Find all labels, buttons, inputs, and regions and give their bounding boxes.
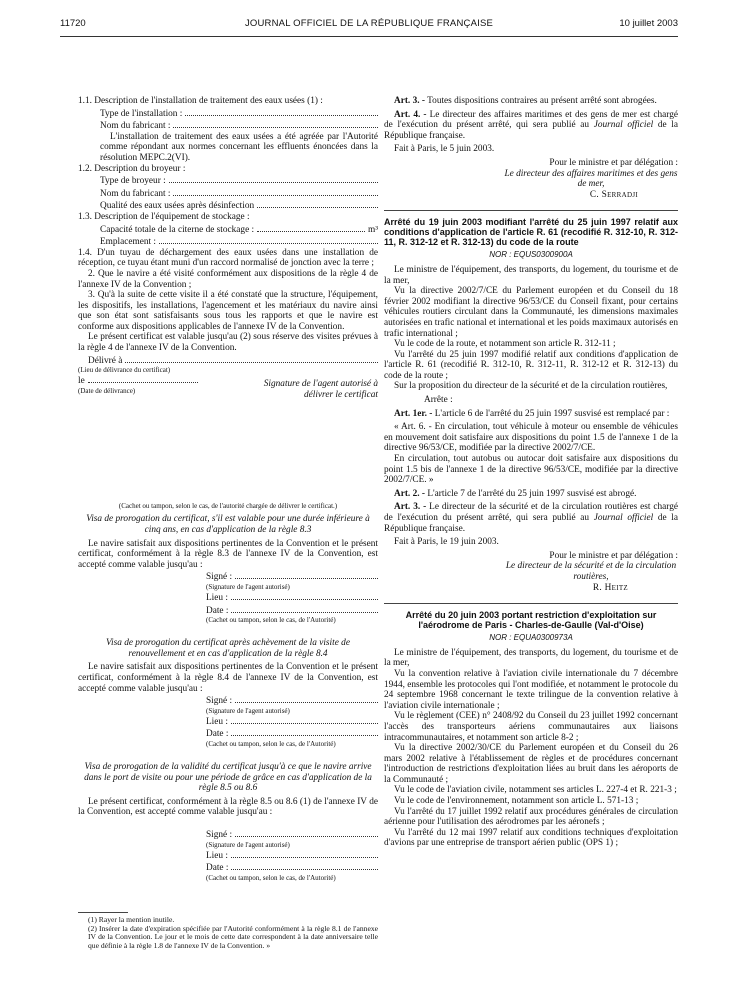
header-rule	[60, 36, 678, 37]
arrete-3-intro: Le ministre de l'équipement, des transports, du logement, du tourisme et de la mer,	[384, 647, 678, 669]
visa-2-text: Le navire satisfait aux dispositions pertinentes de la Convention et le présent certificat, conformément à la règle 8.4 de l'annexe IV de la Convention, est accepté comme valable jusqu'au :	[78, 662, 378, 694]
para-2: 2. Que le navire a été visité conformément aux dispositions de la règle 4 de l'annexe IV de la Convention ;	[78, 268, 378, 290]
footnote-2: (2) Insérer la date d'expiration spécifiée par l'Autorité conformément à la règle 8.1 de l'annexe IV de la Convention. Le jour et le mois de cette date correspondent à la date anniversaire telle que définie à la règle 1.8 de l'annexe IV de la Convention. »	[88, 923, 378, 950]
lieu-delivrance-note: (Lieu de délivrance du certificat)	[78, 366, 171, 375]
journal-title: JOURNAL OFFICIEL DE LA RÉPUBLIQUE FRANÇAISE	[244, 18, 494, 29]
cachet-autorite-note: (Cachet ou tampon, selon le cas, de l'autorité chargée de délivrer le certificat.)	[118, 502, 338, 511]
arrete-3-vu-4: Vu le code de l'aviation civile, notamment ses articles L. 227-4 et R. 221-3 ;	[394, 785, 677, 796]
date-delivrance-note: (Date de délivrance)	[78, 386, 136, 395]
arrete-2-vu-3: Vu l'arrêté du 25 juin 1997 modifié relatif aux conditions d'application de l'article R. 61 (recodifié R. 312-10, R. 312-11, R. 312-12 et R. 312-13) du code de la route ;	[384, 349, 678, 381]
arrete-2-arrete: Arrête :	[424, 395, 453, 406]
fait-1: Fait à Paris, le 5 juin 2003.	[394, 144, 495, 155]
arrete-2-quote-1: « Art. 6. - En circulation, tout véhicule à moteur ou ensemble de véhicules en mouvement doit satisfaire aux dispositions du point 1.5 de l'annexe 1 de la directive 96/53/CE, modifiée par la directive 2002/7/CE.	[384, 422, 678, 454]
visa-3-title: Visa de prorogation de la validité du certificat jusqu'à ce que le navire arrive dans le port de visite ou pour une période de grâce en cas d'application de la règle 8.5 ou 8.6	[84, 761, 372, 794]
validity-text: Le présent certificat est valable jusqu'au (2) sous réserve des visites prévues à la règle 4 de l'annexe IV de la Convention.	[78, 332, 378, 354]
arrete-2-vu-1: Vu la directive 2002/7/CE du Parlement européen et du Conseil du 18 février 2002 modifiant la directive 96/53/CE du Conseil fixant, pour certains véhicules routiers circulant dans la Communauté, les dimensions maximales autorisées en trafic national et international et les poids maximaux autorisés en trafic international ;	[384, 286, 678, 339]
arrete-2-vu-4: Sur la proposition du directeur de la sécurité et de la circulation routières,	[394, 381, 668, 392]
arrete-2-art-2: Art. 2. - L'article 7 de l'arrêté du 25 juin 1997 susvisé est abrogé.	[394, 488, 637, 499]
visa-1-signature: Signé : (Signature de l'agent autorisé) Lieu : Date : (Cachet ou tampon, selon le cas, de l'Autorité)	[78, 570, 378, 624]
field-nom-fabricant-2: Nom du fabricant :	[78, 187, 378, 200]
arrete-2-intro: Le ministre de l'équipement, des transports, du logement, du tourisme et de la mer,	[384, 264, 678, 286]
field-type-broyeur: Type de broyeur :	[78, 174, 378, 187]
para-3: 3. Qu'à la suite de cette visite il a été constaté que la structure, l'équipement, les dispositifs, les installations, l'agencement et les matériaux du navire ainsi que son état sont satisfaisants sous tous les rapports et que le navire est conforme aux dispositions applicables de l'annexe IV de la Convention.	[78, 290, 378, 332]
arrete-3-vu-5: Vu le code de l'environnement, notamment son article L. 571-13 ;	[394, 796, 639, 807]
field-capacite: Capacité totale de la citerne de stockage : m³	[100, 224, 378, 235]
signoff-1: Pour le ministre et par délégation : Le directeur des affaires maritimes et des gens de mer, C. Serradji	[504, 157, 678, 200]
art-3: Art. 3. - Toutes dispositions contraires au présent arrêté sont abrogées.	[394, 96, 657, 106]
section-1-2: 1.2. Description du broyeur :	[78, 163, 186, 174]
arrete-3-vu-2: Vu le règlement (CEE) n° 2408/92 du Conseil du 23 juillet 1992 concernant l'accès des transporteurs aériens communautaires aux liaisons intracommunautaires, et notamment son article 8-2 ;	[384, 711, 678, 743]
install-text: L'installation de traitement des eaux usées a été agréée par l'Autorité comme répondant aux normes concernant les effluents énoncées dans la résolution MEPC.2(VI).	[100, 131, 378, 163]
art-4: Art. 4. - Le directeur des affaires maritimes et des gens de mer est chargé de l'exécution du présent arrêté, qui sera publié au Journal officiel de la République française.	[384, 109, 679, 141]
arrete-3-title: Arrêté du 20 juin 2003 portant restriction d'exploitation sur l'aérodrome de Paris - Charles-de-Gaulle (Val-d'Oise)	[405, 610, 657, 631]
issue-date: 10 juillet 2003	[619, 18, 678, 29]
footnotes	[78, 912, 378, 950]
field-le: le	[78, 374, 198, 387]
footnote-1: (1) Rayer la mention inutile.	[88, 915, 175, 924]
arrete-2-title: Arrêté du 19 juin 2003 modifiant l'arrêté du 25 juin 1997 relatif aux conditions d'application de l'article R. 61 (recodifié R. 312-10, R. 312-11, R. 312-12 et R. 312-13) du code de la route	[384, 217, 678, 248]
field-nom-fabricant-1: Nom du fabricant :	[78, 119, 378, 132]
page-number: 11720	[60, 18, 86, 29]
left-column	[78, 96, 378, 882]
field-emplacement: Emplacement :	[78, 235, 378, 248]
arrete-2-art-1: Art. 1er. - L'article 6 de l'arrêté du 25 juin 1997 susvisé est remplacé par :	[394, 408, 670, 419]
visa-1-text: Le navire satisfait aux dispositions pertinentes de la Convention et le présent certificat, conformément à la règle 8.3 de l'annexe IV de la Convention, est accepté comme valable jusqu'au :	[78, 538, 378, 570]
separator-1	[384, 210, 678, 211]
page-header	[60, 19, 678, 33]
fait-2: Fait à Paris, le 19 juin 2003.	[394, 537, 499, 548]
visa-2-title: Visa de prorogation du certificat après achèvement de la visite de renouvellement et en cas d'application de la règle 8.4	[106, 638, 350, 659]
visa-3-text: Le présent certificat, conformément à la règle 8.5 ou 8.6 (1) de l'annexe IV de la Convention, est accepté comme valable jusqu'au :	[78, 796, 378, 818]
field-qualite: Qualité des eaux usées après désinfection	[78, 199, 378, 212]
signoff-2: Pour le ministre et par délégation : Le directeur de la sécurité et de la circulation routières, R. Heitz	[505, 550, 678, 593]
arrete-2-quote-2: En circulation, tout autobus ou autocar doit satisfaire aux dispositions du point 1.5 bis de l'annexe 1 de la directive 96/53/CE, modifiée par la directive 2002/7/CE. »	[384, 454, 678, 486]
visa-1-title: Visa de prorogation du certificat, s'il est valable pour une durée inférieure à cinq ans, en cas d'application de la règle 8.3	[86, 514, 370, 536]
section-1-3: 1.3. Description de l'équipement de stockage :	[78, 211, 250, 222]
visa-3-signature: Signé : (Signature de l'agent autorisé) Lieu : Date : (Cachet ou tampon, selon le cas, de l'Autorité)	[78, 828, 378, 882]
arrete-3-vu-1: Vu la convention relative à l'aviation civile internationale du 7 décembre 1944, ensemble les protocoles qui l'ont modifiée, et notamment le protocole du 24 septembre 1968 concernant le texte trilingue de la convention relative à l'aviation civile internationale ;	[384, 668, 678, 711]
signature-agent: Signature de l'agent autorisé à délivrer le certificat	[263, 379, 378, 400]
field-type-installation: Type de l'installation :	[78, 107, 378, 120]
field-delivre: Délivré à	[78, 354, 378, 367]
right-column	[384, 96, 678, 849]
section-1-4: 1.4. D'un tuyau de déchargement des eaux usées dans une installation de réception, ce tuyau étant muni d'un raccord normalisé de jonction avec la terre ;	[78, 247, 378, 269]
visa-2-signature: Signé : (Signature de l'agent autorisé) Lieu : Date : (Cachet ou tampon, selon le cas, de l'Autorité)	[78, 694, 378, 748]
separator-2	[384, 603, 678, 604]
arrete-3-vu-7: Vu l'arrêté du 12 mai 1997 relatif aux conditions techniques d'exploitation d'avions par une entreprise de transport aérien public (OPS 1) ;	[384, 827, 678, 849]
arrete-2-nor: NOR : EQUS0300900A	[489, 250, 573, 260]
arrete-2-vu-2: Vu le code de la route, et notamment son article R. 312-11 ;	[394, 339, 616, 350]
section-1-1: 1.1. Description de l'installation de traitement des eaux usées (1) :	[78, 96, 323, 106]
arrete-3-vu-3: Vu la directive 2002/30/CE du Parlement européen et du Conseil du 26 mars 2002 relative à l'établissement de règles et de procédures concernant l'introduction de restrictions d'exploitation liées au bruit dans les aéroports de la Communauté ;	[384, 743, 678, 785]
arrete-3-nor: NOR : EQUA0300973A	[489, 633, 573, 643]
arrete-2-art-3: Art. 3. - Le directeur de la sécurité et de la circulation routières est chargé de l'exécution du présent arrêté, qui sera publié au Journal officiel de la République française.	[384, 502, 679, 534]
arrete-3-vu-6: Vu l'arrêté du 17 juillet 1992 relatif aux procédures générales de circulation aérienne pour l'utilisation des aérodromes par les aéronefs ;	[384, 806, 678, 828]
